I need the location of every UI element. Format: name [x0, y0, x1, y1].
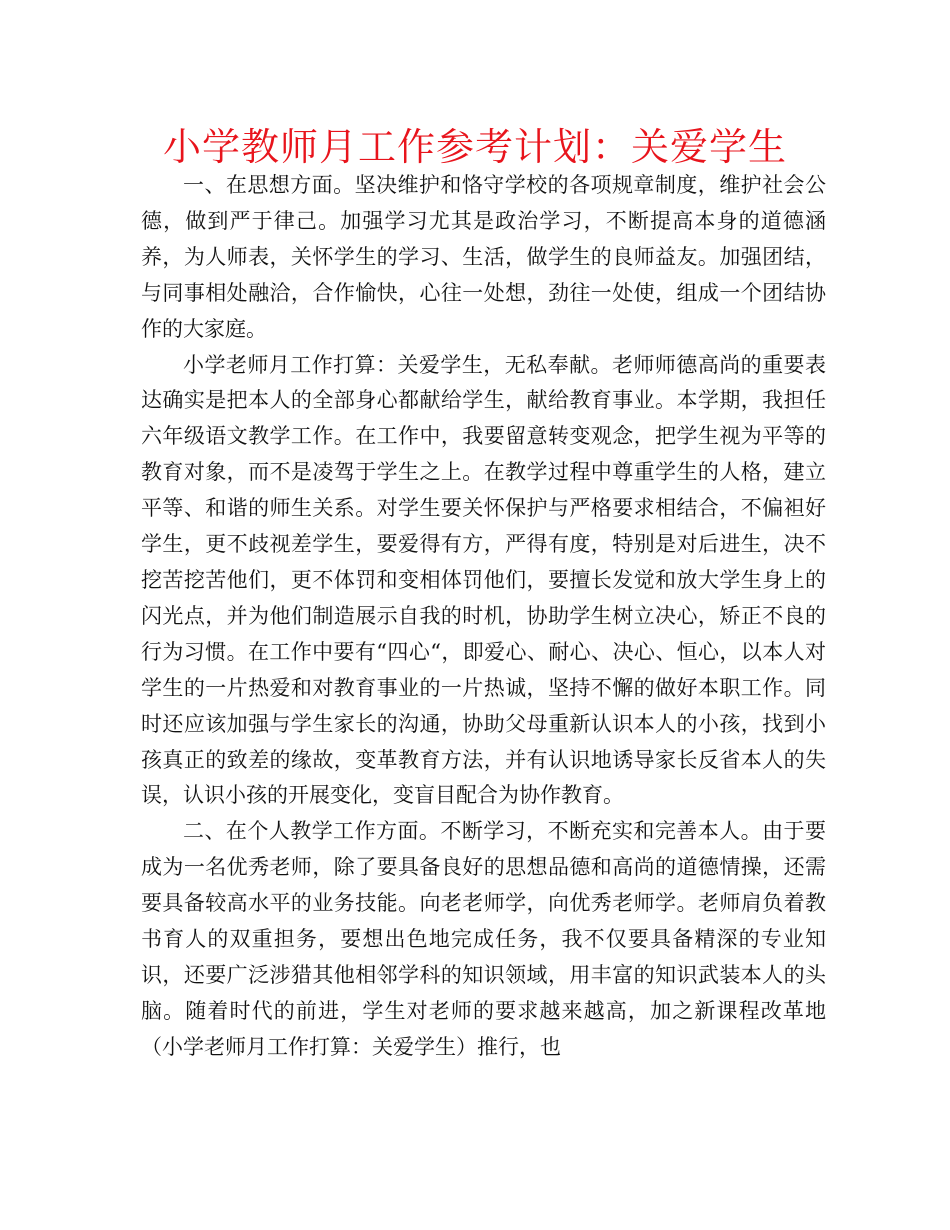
- document-body: [141, 168, 826, 1066]
- document-title: 小学教师月工作参考计划：关爱学生: [162, 125, 787, 169]
- paragraph-ideology: 一、在思想方面。坚决维护和恪守学校的各项规章制度，维护社会公德，做到严于律己。加强学习尤其是政治学习，不断提高本身的道德涵养，为人师表，关怀学生的学习、生活，做学生的良师益友。加强团结，与同事相处融洽，合作愉快，心往一处想，劲往一处使，组成一个团结协作的大家庭。: [141, 173, 826, 341]
- paragraph-care-students: 小学老师月工作打算：关爱学生，无私奉献。老师师德高尚的重要表达确实是把本人的全部身心都献给学生，献给教育事业。本学期，我担任六年级语文教学工作。在工作中，我要留意转变观念，把学生视为平等的教育对象，而不是凌驾于学生之上。在教学过程中尊重学生的人格，建立平等、和谐的师生关系。对学生要关怀保护与严格要求相结合，不偏袒好学生，更不歧视差学生，要爱得有方，严得有度，特别是对后进生，决不挖苦挖苦他们，更不体罚和变相体罚他们，要擅长发觉和放大学生身上的闪光点，并为他们制造展示自我的时机，协助学生树立决心，矫正不良的行为习惯。在工作中要有“四心“，即爱心、耐心、决心、恒心，以本人对学生的一片热爱和对教育事业的一片热诚，坚持不懈的做好本职工作。同时还应该加强与学生家长的沟通，协助父母重新认识本人的小孩，找到小孩真正的致差的缘故，变革教育方法，并有认识地诱导家长反省本人的失误，认识小孩的开展变化，变盲目配合为协作教育。: [141, 352, 826, 808]
- paragraph-teaching-work: 二、在个人教学工作方面。不断学习，不断充实和完善本人。由于要成为一名优秀老师，除了要具备良好的思想品德和高尚的道德情操，还需要具备较高水平的业务技能。向老老师学，向优秀老师学。老师肩负着教书育人的双重担务，要想出色地完成任务，我不仅要具备精深的专业知识，还要广泛涉猎其他相邻学科的知识领域，用丰富的知识武装本人的头脑。随着时代的前进，学生对老师的要求越来越高，加之新课程改革地（小学老师月工作打算：关爱学生）推行，也: [141, 819, 826, 1059]
